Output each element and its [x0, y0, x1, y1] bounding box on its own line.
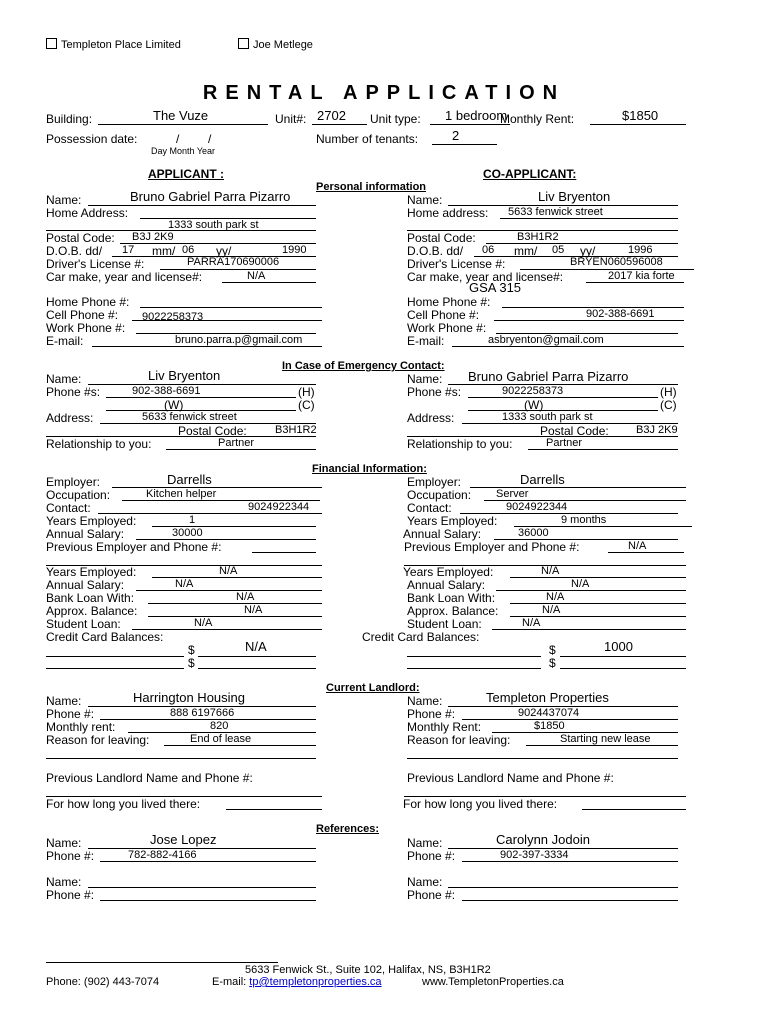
co-emergency-address: 1333 south park st — [502, 411, 593, 423]
unit-type-line[interactable] — [430, 124, 510, 125]
applicant-landlord-phone-line[interactable] — [100, 719, 316, 720]
student-loan-label: Student Loan: — [46, 617, 121, 631]
applicant-email: bruno.parra.p@gmail.com — [175, 334, 303, 346]
yy-label: yy/ — [216, 244, 232, 258]
co-applicant-car: 2017 kia forte — [608, 270, 675, 282]
phone-label: Phone #: — [46, 888, 95, 902]
co-prev-employer: N/A — [628, 540, 647, 552]
phone-label: Phone #: — [407, 707, 456, 721]
home-tag: (H) — [298, 385, 315, 399]
co-contact: 9024922344 — [506, 501, 568, 513]
co-relationship-line[interactable] — [528, 449, 678, 450]
co-landlord-name: Templeton Properties — [486, 690, 609, 705]
applicant-ref-phone: 782-882-4166 — [128, 849, 197, 861]
name-label: Name: — [407, 875, 443, 889]
co-ref-phone-line[interactable] — [462, 861, 678, 862]
rent-label: Monthly Rent: — [500, 112, 575, 126]
references-heading: References: — [316, 823, 379, 835]
applicant-dob-yy: 1990 — [282, 244, 307, 256]
emergency-heading: In Case of Emergency Contact: — [282, 360, 445, 372]
name-label: Name: — [407, 193, 443, 207]
option-label: Templeton Place Limited — [61, 39, 181, 51]
footer-website[interactable]: www.TempletonProperties.ca — [422, 976, 564, 988]
co-car-line[interactable] — [586, 282, 684, 283]
applicant-dob-dd: 17 — [122, 244, 135, 256]
home-phone-label: Home Phone #: — [46, 295, 130, 309]
cell-tag: (C) — [298, 398, 315, 412]
co-applicant-name: Liv Bryenton — [538, 189, 611, 204]
co-applicant-car-plate: GSA 315 — [469, 280, 522, 295]
dollar-sign: $ — [549, 656, 556, 670]
tenants-line[interactable] — [432, 144, 497, 145]
co-applicant-license: BRYEN060596008 — [570, 256, 663, 268]
applicant-landlord-rent: 820 — [210, 720, 229, 732]
co-prev-years-line[interactable] — [510, 577, 686, 578]
cell-tag: (C) — [660, 398, 677, 412]
applicant-emergency-postal: B3H1R2 — [275, 424, 317, 436]
work-tag: (W) — [524, 398, 544, 412]
occupation-label: Occupation: — [46, 488, 111, 502]
footer-rule — [46, 962, 278, 963]
unit-type-value: 1 bedroom — [445, 108, 508, 123]
address-label: Address: — [46, 411, 94, 425]
applicant-car-line[interactable] — [222, 282, 316, 283]
applicant-credit-amount-1[interactable] — [198, 656, 316, 657]
option-joe-metlege[interactable] — [238, 38, 313, 51]
bank-loan-label: Bank Loan With: — [407, 591, 496, 605]
applicant-emergency-h-line[interactable] — [106, 397, 296, 398]
applicant-ref-name: Jose Lopez — [150, 832, 217, 847]
footer-address: 5633 Fenwick St., Suite 102, Halifax, NS, B3H1R2 — [245, 964, 491, 976]
bank-loan-label: Bank Loan With: — [46, 591, 135, 605]
applicant-license: PARRA170690006 — [187, 256, 280, 268]
building-value: The Vuze — [153, 108, 209, 123]
how-long-label: For how long you lived there: — [46, 797, 201, 811]
postal-label: Postal Code: — [540, 424, 609, 438]
co-prev-employer-line[interactable] — [608, 552, 684, 553]
monthly-rent-label: Monthly rent: — [46, 720, 116, 734]
contact-label: Contact: — [46, 501, 91, 515]
landlord-heading: Current Landlord: — [326, 682, 420, 694]
applicant-heading: APPLICANT : — [148, 167, 224, 181]
annual-salary-label: Annual Salary: — [407, 578, 486, 592]
balance-label: Approx. Balance: — [407, 604, 499, 618]
co-salary: 36000 — [518, 527, 549, 539]
reason-label: Reason for leaving: — [407, 733, 511, 747]
possession-sub-label: Day Month Year — [151, 146, 216, 156]
applicant-landlord-reason: End of lease — [190, 733, 252, 745]
dollar-sign: $ — [549, 643, 556, 657]
co-ref-phone: 902-397-3334 — [500, 849, 569, 861]
footer-phone: Phone: (902) 443-7074 — [46, 976, 160, 988]
applicant-employer: Darrells — [167, 472, 212, 487]
applicant-contact: 9024922344 — [248, 501, 310, 513]
co-years: 9 months — [561, 514, 607, 526]
co-email-line[interactable] — [452, 346, 684, 347]
applicant-how-long-line[interactable] — [226, 809, 322, 810]
name-label: Name: — [407, 836, 443, 850]
applicant-balance-line[interactable] — [148, 616, 322, 617]
applicant-balance: N/A — [244, 604, 263, 616]
prev-landlord-label: Previous Landlord Name and Phone #: — [46, 771, 253, 785]
home-tag: (H) — [660, 385, 677, 399]
name-label: Name: — [46, 836, 82, 850]
applicant-emergency-address: 5633 fenwick street — [142, 411, 237, 423]
employer-label: Employer: — [46, 475, 101, 489]
co-applicant-heading: CO-APPLICANT: — [483, 167, 577, 181]
co-landlord-phone-line[interactable] — [462, 719, 678, 720]
applicant-student-loan: N/A — [194, 617, 213, 629]
co-dob-dd: 06 — [482, 244, 495, 256]
co-credit: 1000 — [604, 639, 633, 654]
cell-phone-label: Cell Phone #: — [46, 308, 119, 322]
applicant-home-phone-line[interactable] — [140, 307, 322, 308]
possession-slash: / — [176, 132, 180, 146]
address-label: Address: — [407, 411, 455, 425]
email-label: E-mail: — [46, 334, 84, 348]
applicant-landlord-reason-line-2[interactable] — [46, 758, 316, 759]
co-student-loan-line[interactable] — [492, 629, 686, 630]
co-prev-salary-line[interactable] — [496, 590, 686, 591]
postal-label: Postal Code: — [46, 231, 115, 245]
co-landlord-phone: 9024437074 — [518, 707, 580, 719]
applicant-emergency-phone: 902-388-6691 — [132, 385, 201, 397]
co-applicant-cell: 902-388-6691 — [586, 308, 655, 320]
co-balance: N/A — [542, 604, 561, 616]
tenants-label: Number of tenants: — [316, 132, 419, 146]
contact-label: Contact: — [407, 501, 452, 515]
applicant-name: Bruno Gabriel Parra Pizarro — [130, 189, 291, 204]
credit-cards-label: Credit Card Balances: — [362, 630, 480, 644]
relationship-label: Relationship to you: — [46, 437, 152, 451]
co-emergency-postal: B3J 2K9 — [636, 424, 678, 436]
possession-label: Possession date: — [46, 132, 138, 146]
unit-value: 2702 — [317, 108, 346, 123]
relationship-label: Relationship to you: — [407, 437, 513, 451]
co-credit-amount-1[interactable] — [560, 656, 686, 657]
car-label: Car make, year and license#: — [46, 270, 203, 284]
balance-label: Approx. Balance: — [46, 604, 138, 618]
rent-line[interactable] — [590, 124, 686, 125]
applicant-bank-loan: N/A — [236, 591, 255, 603]
applicant-landlord-name: Harrington Housing — [133, 690, 246, 705]
dollar-sign: $ — [188, 656, 195, 670]
applicant-employer-line[interactable] — [112, 487, 322, 488]
co-prev-years: N/A — [541, 565, 560, 577]
checkbox-icon[interactable] — [238, 38, 249, 49]
applicant-occupation: Kitchen helper — [146, 488, 217, 500]
financial-heading: Financial Information: — [312, 463, 427, 475]
applicant-car: N/A — [247, 270, 266, 282]
reason-label: Reason for leaving: — [46, 733, 150, 747]
postal-label: Postal Code: — [178, 424, 247, 438]
annual-salary-label: Annual Salary: — [403, 527, 482, 541]
prev-employer-label: Previous Employer and Phone #: — [404, 540, 580, 554]
mm-label: mm/ — [514, 244, 538, 258]
co-bank-loan: N/A — [546, 591, 565, 603]
applicant-dob-mm: 06 — [182, 244, 195, 256]
name-label: Name: — [46, 694, 82, 708]
prev-landlord-label: Previous Landlord Name and Phone #: — [407, 771, 614, 785]
co-address-line[interactable] — [500, 218, 678, 219]
form-title: RENTAL APPLICATION — [202, 82, 566, 104]
applicant-cell: 9022258373 — [142, 311, 204, 323]
applicant-credit-line-1[interactable] — [46, 656, 184, 657]
co-cell-line[interactable] — [494, 320, 684, 321]
applicant-landlord-reason-line[interactable] — [164, 745, 316, 746]
co-ref2-phone-line[interactable] — [462, 900, 678, 901]
student-loan-label: Student Loan: — [407, 617, 482, 631]
applicant-ref2-phone-line[interactable] — [100, 900, 316, 901]
co-how-long-line[interactable] — [582, 809, 686, 810]
applicant-bank-loan-line[interactable] — [148, 603, 322, 604]
monthly-rent-label: Monthly Rent: — [407, 720, 482, 734]
rent-value: $1850 — [622, 108, 659, 123]
co-applicant-email: asbryenton@gmail.com — [488, 334, 604, 346]
co-landlord-reason-line[interactable] — [526, 745, 678, 746]
employer-label: Employer: — [407, 475, 462, 489]
co-emergency-name: Bruno Gabriel Parra Pizarro — [468, 369, 629, 384]
applicant-years: 1 — [189, 514, 196, 526]
dollar-sign: $ — [188, 643, 195, 657]
years-employed-label: Years Employed: — [407, 514, 498, 528]
name-label: Name: — [407, 372, 443, 386]
co-prev-salary: N/A — [571, 578, 590, 590]
applicant-postal: B3J 2K9 — [132, 231, 174, 243]
home-phone-label: Home Phone #: — [407, 295, 491, 309]
co-employer: Darrells — [520, 472, 565, 487]
years-employed-label: Years Employed: — [46, 565, 137, 579]
building-label: Building: — [46, 112, 93, 126]
co-dob-yy: 1996 — [628, 244, 653, 256]
footer-email — [212, 976, 382, 988]
work-phone-label: Work Phone #: — [407, 321, 487, 335]
option-label: Joe Metlege — [253, 39, 313, 51]
email-label: E-mail: — [407, 334, 445, 348]
occupation-label: Occupation: — [407, 488, 472, 502]
applicant-credit-amount-2[interactable] — [198, 668, 316, 669]
dob-label: D.O.B. dd/ — [46, 244, 103, 258]
co-occupation: Server — [496, 488, 529, 500]
applicant-prev-salary: N/A — [175, 578, 194, 590]
building-line[interactable] — [98, 124, 268, 125]
years-employed-label: Years Employed: — [403, 565, 494, 579]
license-label: Driver's License #: — [46, 257, 145, 271]
license-label: Driver's License #: — [407, 257, 506, 271]
applicant-prev-salary-line[interactable] — [136, 590, 322, 591]
name-label: Name: — [46, 372, 82, 386]
phone-label: Phone #: — [46, 707, 95, 721]
co-landlord-reason: Starting new lease — [560, 733, 651, 745]
possession-slash: / — [208, 132, 212, 146]
home-address-label: Home address: — [407, 206, 489, 220]
applicant-credit-line-2[interactable] — [46, 668, 184, 669]
applicant-ref-name-line[interactable] — [88, 848, 316, 849]
applicant-emergency-name: Liv Bryenton — [148, 368, 221, 383]
applicant-prev-years: N/A — [219, 565, 238, 577]
how-long-label: For how long you lived there: — [403, 797, 558, 811]
phones-label: Phone #s: — [46, 385, 101, 399]
annual-salary-label: Annual Salary: — [46, 578, 125, 592]
annual-salary-label: Annual Salary: — [46, 527, 125, 541]
cell-phone-label: Cell Phone #: — [407, 308, 480, 322]
work-tag: (W) — [164, 398, 184, 412]
applicant-credit: N/A — [245, 639, 267, 654]
name-label: Name: — [46, 193, 82, 207]
co-emergency-phone: 9022258373 — [502, 385, 564, 397]
co-credit-line-2[interactable] — [407, 668, 541, 669]
co-landlord-rent: $1850 — [534, 720, 565, 732]
co-landlord-reason-line-2[interactable] — [407, 758, 678, 759]
checkbox-icon[interactable] — [46, 38, 57, 49]
co-ref2-name-line[interactable] — [448, 887, 678, 888]
applicant-salary: 30000 — [172, 527, 203, 539]
applicant-landlord-phone: 888 6197666 — [170, 707, 235, 719]
mm-label: mm/ — [152, 244, 176, 258]
home-address-label: Home Address: — [46, 206, 129, 220]
unit-line[interactable] — [312, 124, 367, 125]
applicant-ref2-name-line[interactable] — [88, 887, 316, 888]
applicant-address: 1333 south park st — [168, 219, 259, 231]
phones-label: Phone #s: — [407, 385, 462, 399]
co-applicant-address: 5633 fenwick street — [508, 206, 603, 218]
credit-cards-label: Credit Card Balances: — [46, 630, 164, 644]
years-employed-label: Years Employed: — [46, 514, 137, 528]
phone-label: Phone #: — [407, 849, 456, 863]
co-applicant-postal: B3H1R2 — [517, 231, 559, 243]
co-dob-mm: 05 — [552, 244, 565, 256]
co-bank-loan-line[interactable] — [510, 603, 686, 604]
co-relationship: Partner — [546, 437, 583, 449]
co-emergency-h-line[interactable] — [468, 397, 658, 398]
dob-label: D.O.B. dd/ — [407, 244, 464, 258]
phone-label: Phone #: — [46, 849, 95, 863]
yy-label: yy/ — [580, 244, 596, 258]
car-label: Car make, year and license#: — [407, 270, 564, 284]
footer-email-label: E-mail: — [212, 976, 247, 988]
applicant-relationship: Partner — [218, 437, 255, 449]
co-ref-name: Carolynn Jodoin — [496, 832, 590, 847]
applicant-email-line[interactable] — [92, 346, 322, 347]
unit-type-label: Unit type: — [370, 112, 421, 126]
postal-label: Postal Code: — [407, 231, 476, 245]
tenants-value: 2 — [452, 128, 460, 143]
work-phone-label: Work Phone #: — [46, 321, 126, 335]
prev-employer-label: Previous Employer and Phone #: — [46, 540, 222, 554]
applicant-emergency-name-line[interactable] — [88, 384, 316, 385]
applicant-prev-employer-line[interactable] — [252, 552, 316, 553]
option-templeton-place[interactable] — [46, 38, 181, 51]
co-credit-amount-2[interactable] — [560, 668, 686, 669]
unit-label: Unit#: — [275, 112, 307, 126]
co-credit-line-1[interactable] — [407, 656, 541, 657]
applicant-ref-phone-line[interactable] — [100, 861, 316, 862]
footer-email-link[interactable]: tp@templetonproperties.ca — [249, 976, 382, 988]
name-label: Name: — [407, 694, 443, 708]
personal-info-heading: Personal information — [316, 181, 427, 193]
phone-label: Phone #: — [407, 888, 456, 902]
name-label: Name: — [46, 875, 82, 889]
applicant-relationship-line[interactable] — [166, 449, 316, 450]
co-student-loan: N/A — [522, 617, 541, 629]
